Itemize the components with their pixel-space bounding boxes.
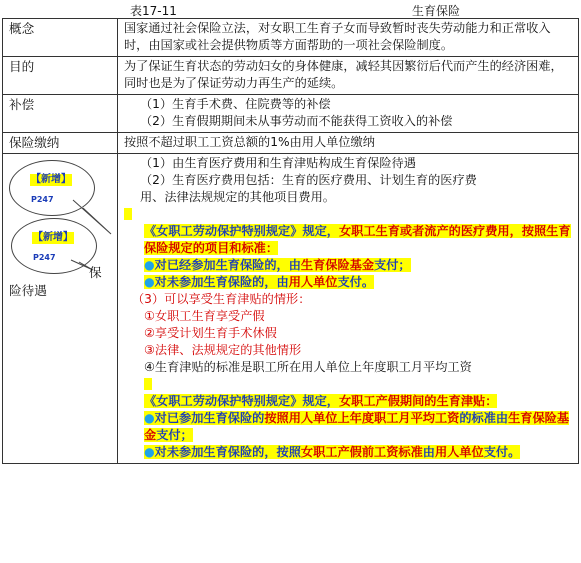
benefits-line-2b: 用、法律法规规定的其他项目费用。 (140, 190, 335, 204)
row-label-compensation: 补偿 (3, 95, 118, 133)
rule1-bullet-1: ●对已经参加生育保险的，由生育保险基金支付； (144, 258, 411, 272)
row-label-benefits (3, 154, 118, 464)
compensation-item-2: （2）生育假期期间未从事劳动而不能获得工资收入的补偿 (140, 114, 453, 128)
rule2-bullet-1: ●对已参加生育保险的按照用人单位上年度职工月平均工资的标准由生育保险基金支付； (144, 411, 570, 442)
highlight-marker-1 (124, 206, 574, 223)
table-title: 生育保险 (412, 4, 461, 18)
rule2-title: 《女职工劳动保护特别规定》 (144, 394, 303, 408)
benefits-sub-3: ③法律、法规规定的其他情形 (144, 343, 302, 357)
new-note-page-1: P247 (31, 195, 54, 204)
highlight-marker-2 (124, 376, 574, 393)
new-note-badge-2: 【新增】 (33, 232, 73, 243)
benefits-sub-2: ②享受计划生育手术休假 (144, 326, 277, 340)
table-row-compensation (3, 95, 579, 133)
rule2-paragraph (124, 393, 574, 410)
rule1-mid: 规定， (302, 224, 339, 238)
rule2-bullet-2: ●对未参加生育保险的，按照女职工产假前工资标准由用人单位支付。 (144, 445, 521, 459)
new-note-page-2: P247 (33, 253, 56, 262)
row-text-benefits (118, 154, 579, 464)
table-number: 表17-11 (130, 4, 177, 18)
benefits-sub-4: ④生育津贴的标准是职工所在用人单位上年度职工月平均工资 (144, 360, 472, 374)
table-row-concept (3, 19, 579, 57)
maternity-insurance-table (2, 18, 579, 464)
row-label-concept: 概念 (3, 19, 118, 57)
rule2-red: 女职工产假期间的生育津贴： (339, 394, 498, 408)
rule2-mid: 规定， (302, 394, 339, 408)
rule1-paragraph (124, 223, 574, 257)
table-row-benefits (3, 154, 579, 464)
compensation-item-1: （1）生育手术费、住院费等的补偿 (140, 97, 331, 111)
row-label-payment: 保险缴纳 (3, 133, 118, 154)
row-text-payment: 按照不超过职工工资总额的1%由用人单位缴纳 (118, 133, 579, 154)
row-label-benefits-part1: 保 (89, 265, 102, 280)
rule1-bullet-2: ●对未参加生育保险的，由用人单位支付。 (144, 275, 375, 289)
row-label-purpose: 目的 (3, 57, 118, 95)
rule1-title: 《女职工劳动保护特别规定》 (144, 224, 303, 238)
table-row-payment (3, 133, 579, 154)
rule1-red: 女职工生育或者流产的医疗费用，按照生育保险规定的项目和标准： (144, 224, 571, 255)
row-label-benefits-part2: 险待遇 (9, 283, 47, 298)
benefits-line-2a: （2）生育医疗费用包括：生育的医疗费用、计划生育的医疗费 (140, 173, 477, 187)
table-caption (0, 0, 581, 18)
benefits-sub-1: ①女职工生育享受产假 (144, 309, 265, 323)
benefits-item-3: （3）可以享受生育津贴的情形： (132, 292, 311, 306)
row-text-purpose: 为了保证生育状态的劳动妇女的身体健康，减轻其因繁衍后代而产生的经济困难，同时也是为了保证劳动力再生产的延续。 (118, 57, 579, 95)
benefits-line-1: （1）由生育医疗费用和生育津贴构成生育保险待遇 (140, 156, 416, 170)
table-row-purpose (3, 57, 579, 95)
row-text-compensation (118, 95, 579, 133)
row-text-concept: 国家通过社会保险立法，对女职工生育子女而导致暂时丧失劳动能力和正常收入时，由国家或社会提供物质等方面帮助的一项社会保险制度。 (118, 19, 579, 57)
new-note-badge-1: 【新增】 (31, 174, 71, 185)
